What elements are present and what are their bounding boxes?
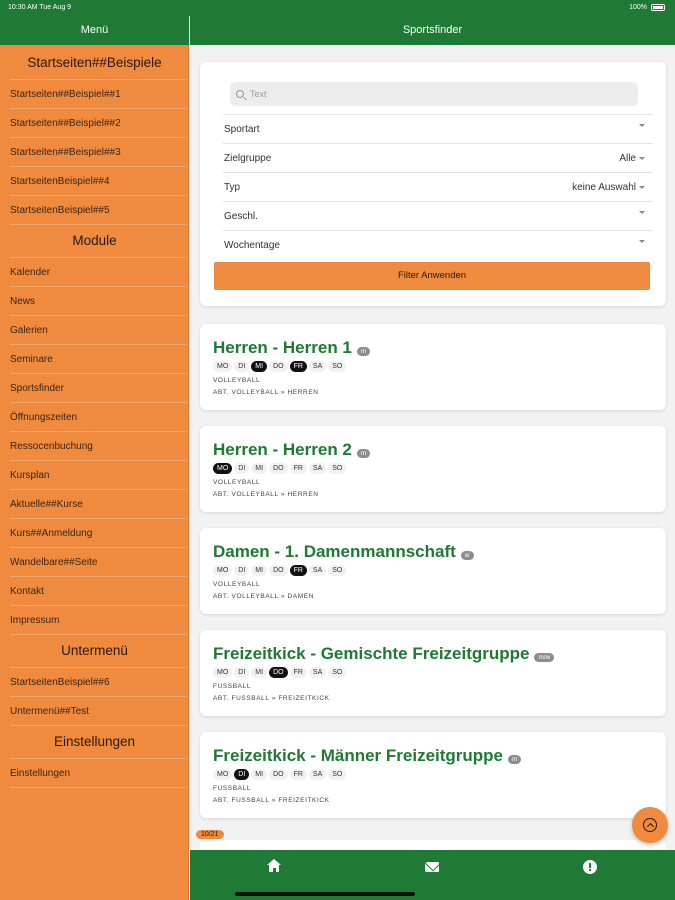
weekday-chip: MI [251, 361, 267, 372]
page-title: Sportsfinder [190, 16, 675, 45]
weekday-list [213, 361, 346, 372]
weekday-chip: FR [290, 667, 307, 678]
sidebar-section-title: Startseiten##Beispiele [27, 55, 162, 70]
filter-label: Typ [224, 182, 241, 193]
weekday-list [213, 565, 346, 576]
status-bar [0, 0, 675, 16]
sport-label: FUSSBALL [213, 683, 252, 690]
filter-value: keine Auswahl [572, 182, 636, 193]
weekday-chip: DO [269, 667, 288, 678]
sidebar-item[interactable]: Startseiten##Beispiel##2 [10, 109, 187, 138]
weekday-chip: MO [213, 667, 232, 678]
sidebar-item[interactable]: Kursplan [10, 461, 187, 490]
battery-level: 100% [629, 4, 647, 11]
weekday-chip: SO [328, 463, 346, 474]
sidebar-item[interactable]: StartseitenBeispiel##5 [10, 196, 187, 225]
weekday-chip: DO [269, 463, 288, 474]
gender-badge: w [461, 551, 474, 560]
chevron-down-icon [639, 124, 645, 127]
weekday-chip: DO [269, 769, 288, 780]
scroll-up-button[interactable] [632, 807, 668, 843]
info-icon[interactable] [582, 859, 598, 875]
sidebar-item[interactable]: Impressum [10, 606, 187, 635]
weekday-chip: DI [234, 463, 249, 474]
chevron-down-icon [639, 240, 645, 243]
weekday-chip: SA [309, 565, 326, 576]
weekday-chip: DI [234, 565, 249, 576]
department-path: ABT. VOLLEYBALL » HERREN [213, 491, 319, 498]
result-title: Herren - Herren 1 [213, 338, 352, 357]
scroll-up-icon [643, 818, 657, 832]
sidebar-section-title: Einstellungen [53, 734, 136, 749]
weekday-chip: SO [328, 667, 346, 678]
sidebar-section-title: Module [72, 233, 117, 248]
gender-badge: m [357, 347, 370, 356]
filter-select[interactable] [223, 201, 653, 230]
department-path: ABT. FUSSBALL » FREIZEITKICK [213, 695, 330, 702]
filter-value: Alle [619, 153, 636, 164]
weekday-chip: SO [328, 361, 346, 372]
sidebar-item[interactable]: Kurs##Anmeldung [10, 519, 187, 548]
search-input[interactable] [250, 89, 610, 99]
weekday-chip: MI [251, 463, 267, 474]
main-content [190, 0, 675, 900]
sidebar-item[interactable]: StartseitenBeispiel##4 [10, 167, 187, 196]
gender-badge: m [357, 449, 370, 458]
result-card[interactable] [200, 732, 666, 818]
weekday-chip: FR [290, 565, 307, 576]
weekday-chip: DI [234, 361, 249, 372]
weekday-chip: FR [290, 769, 307, 780]
sidebar-item[interactable]: Wandelbare##Seite [10, 548, 187, 577]
weekday-chip: MO [213, 769, 232, 780]
sidebar-item[interactable]: Startseiten##Beispiel##3 [10, 138, 187, 167]
weekday-chip: MO [213, 565, 232, 576]
sidebar-item[interactable]: Aktuelle##Kurse [10, 490, 187, 519]
weekday-chip: MI [251, 667, 267, 678]
sidebar-item[interactable]: StartseitenBeispiel##6 [10, 668, 187, 697]
result-card[interactable] [200, 528, 666, 614]
sidebar [0, 0, 189, 900]
weekday-chip: DI [234, 769, 249, 780]
filter-card [200, 62, 666, 306]
home-indicator [235, 892, 415, 896]
weekday-chip: SA [309, 769, 326, 780]
result-card[interactable] [200, 324, 666, 410]
weekday-chip: SO [328, 565, 346, 576]
weekday-chip: MI [251, 769, 267, 780]
filter-label: Sportart [224, 124, 260, 135]
weekday-chip: FR [290, 463, 307, 474]
battery-icon [651, 4, 665, 11]
weekday-list [213, 463, 346, 474]
sidebar-section-title: Untermenü [61, 643, 128, 658]
sport-label: VOLLEYBALL [213, 479, 261, 486]
result-card[interactable] [200, 630, 666, 716]
weekday-chip: DO [269, 565, 288, 576]
weekday-chip: SO [328, 769, 346, 780]
search-box[interactable] [230, 82, 638, 106]
filter-label: Wochentage [224, 240, 280, 251]
sidebar-item[interactable]: Ressocenbuchung [10, 432, 187, 461]
gender-badge: m [508, 755, 521, 764]
filter-select[interactable] [223, 114, 653, 143]
department-path: ABT. VOLLEYBALL » DAMEN [213, 593, 314, 600]
home-icon[interactable] [266, 859, 282, 875]
sidebar-item[interactable]: Galerien [10, 316, 187, 345]
chevron-down-icon [639, 157, 645, 160]
gender-badge: m/w [534, 653, 554, 662]
sidebar-item[interactable]: Startseiten##Beispiel##1 [10, 80, 187, 109]
result-title: Freizeitkick - Männer Freizeitgruppe [213, 746, 504, 765]
result-title: Herren - Herren 2 [213, 440, 352, 459]
sidebar-item[interactable]: Einstellungen [10, 759, 187, 788]
sidebar-item[interactable]: Seminare [10, 345, 187, 374]
chevron-down-icon [639, 211, 645, 214]
weekday-chip: MI [251, 565, 267, 576]
sidebar-list [0, 47, 189, 788]
weekday-list [213, 667, 346, 678]
filter-label: Geschl. [224, 211, 258, 222]
sidebar-item[interactable]: Öffnungszeiten [10, 403, 187, 432]
sidebar-item[interactable]: News [10, 287, 187, 316]
filter-select[interactable] [223, 230, 653, 259]
weekday-chip: SA [309, 667, 326, 678]
weekday-chip: FR [290, 361, 307, 372]
mail-icon[interactable] [424, 859, 440, 875]
filter-select[interactable] [223, 143, 653, 172]
weekday-chip: MO [213, 463, 232, 474]
sport-label: VOLLEYBALL [213, 581, 261, 588]
weekday-chip: DI [234, 667, 249, 678]
weekday-chip: SA [309, 463, 326, 474]
sidebar-item[interactable]: Kontakt [10, 577, 187, 606]
filter-label: Zielgruppe [224, 153, 272, 164]
weekday-list [213, 769, 346, 780]
department-path: ABT. VOLLEYBALL » HERREN [213, 389, 319, 396]
sidebar-header: Menü [0, 16, 189, 45]
result-card[interactable] [200, 426, 666, 512]
status-time: 10:30 AM Tue Aug 9 [8, 4, 72, 11]
weekday-chip: DO [269, 361, 288, 372]
sport-label: VOLLEYBALL [213, 377, 261, 384]
apply-filter-button[interactable]: Filter Anwenden [214, 262, 650, 290]
result-title: Damen - 1. Damenmannschaft [213, 542, 456, 561]
result-counter: 10/21 [196, 830, 224, 839]
weekday-chip: SA [309, 361, 326, 372]
sport-label: FUSSBALL [213, 785, 252, 792]
department-path: ABT. FUSSBALL » FREIZEITKICK [213, 797, 330, 804]
search-icon [236, 90, 244, 98]
result-title: Freizeitkick - Gemischte Freizeitgruppe [213, 644, 530, 663]
chevron-down-icon [639, 186, 645, 189]
filter-select[interactable] [223, 172, 653, 201]
weekday-chip: MO [213, 361, 232, 372]
sidebar-item[interactable]: Untermenü##Test [10, 697, 187, 726]
sidebar-item[interactable]: Sportsfinder [10, 374, 187, 403]
sidebar-item[interactable]: Kalender [10, 258, 187, 287]
